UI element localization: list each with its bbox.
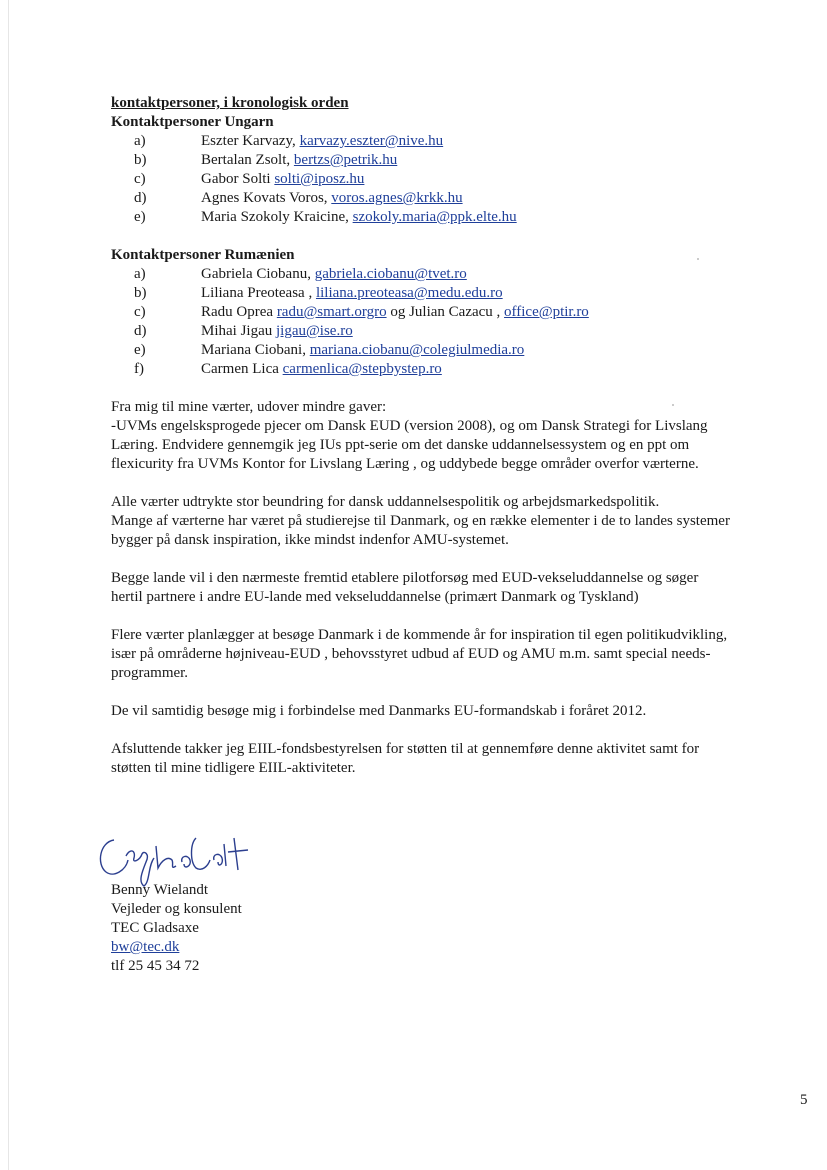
- contact-entry: [201, 189, 463, 208]
- scan-edge: [8, 0, 9, 1170]
- contact-email-link[interactable]: radu@smart.orgro: [276, 304, 387, 320]
- list-marker: c): [134, 171, 146, 187]
- list-marker: e): [134, 342, 146, 358]
- contact-email-link[interactable]: carmenlica@stepbystep.ro: [282, 361, 442, 377]
- contact-email-link[interactable]: jigau@ise.ro: [276, 323, 353, 339]
- paragraph-line: især på områderne højniveau-EUD , behovsstyret udbud af EUD og AMU m.m. samt special needs-: [111, 646, 711, 662]
- letter-paragraph: [111, 740, 811, 778]
- paragraph-line: Fra mig til mine værter, udover mindre gaver:: [111, 399, 387, 415]
- signer-email-link[interactable]: bw@tec.dk: [111, 939, 180, 955]
- contact-name: Eszter Karvazy,: [201, 133, 300, 149]
- contact-email-link[interactable]: szokoly.maria@ppk.elte.hu: [352, 209, 517, 225]
- paragraph-line: -UVMs engelsksprogede pjecer om Dansk EUD (version 2008), og om Dansk Strategi for Livslang: [111, 418, 708, 434]
- contact-email-link[interactable]: bertzs@petrik.hu: [293, 152, 398, 168]
- contact-item: [111, 303, 811, 322]
- signer-organisation: TEC Gladsaxe: [111, 920, 199, 936]
- list-marker: e): [134, 209, 146, 225]
- letter-paragraph: [111, 626, 811, 683]
- list-marker: a): [134, 266, 146, 282]
- list-marker: d): [134, 323, 147, 339]
- list-marker: a): [134, 133, 146, 149]
- contact-item: [111, 189, 811, 208]
- paragraph-line: Afsluttende takker jeg EIIL-fondsbestyrelsen for støtten til at gennemføre denne aktivitet samt for: [111, 741, 700, 757]
- contact-item: [111, 208, 811, 227]
- contact-entry: [201, 151, 397, 170]
- paragraph-line: støtten til mine tidligere EIIL-aktiviteter.: [111, 760, 356, 776]
- contact-name: Gabor Solti: [201, 171, 275, 187]
- contact-name: Mariana Ciobani,: [201, 342, 310, 358]
- letter-paragraphs: [111, 398, 811, 778]
- letter-paragraph: [111, 493, 811, 550]
- letter-paragraph: [111, 569, 811, 607]
- list-marker: b): [134, 285, 147, 301]
- paragraph-line: programmer.: [111, 665, 189, 681]
- list-marker: b): [134, 152, 147, 168]
- contact-email-link[interactable]: karvazy.eszter@nive.hu: [299, 133, 444, 149]
- paragraph-line: Mange af værterne har været på studierejse til Danmark, og en række elementer i de to landes systemer: [111, 513, 730, 529]
- contact-name: Liliana Preoteasa ,: [201, 285, 316, 301]
- paragraph-line: Læring. Endvidere gennemgik jeg IUs ppt-serie om det danske uddannelsessystem og en ppt om: [111, 437, 690, 453]
- list-title: kontaktpersoner, i kronologisk orden: [111, 95, 349, 111]
- contact-entry: [201, 284, 503, 303]
- contact-entry: [201, 265, 467, 284]
- list-marker: d): [134, 190, 147, 206]
- contact-name: Radu Oprea: [201, 304, 277, 320]
- contact-name: Bertalan Zsolt,: [201, 152, 294, 168]
- contact-item: [111, 151, 811, 170]
- contact-entry: [201, 303, 589, 322]
- paragraph-line: Begge lande vil i den nærmeste fremtid etablere pilotforsøg med EUD-vekseluddannelse og søger: [111, 570, 699, 586]
- signature-block: [111, 881, 242, 976]
- contact-item: [111, 341, 811, 360]
- contact-name: Carmen Lica: [201, 361, 283, 377]
- contact-entry: [201, 341, 524, 360]
- contact-email-link[interactable]: mariana.ciobanu@colegiulmedia.ro: [309, 342, 525, 358]
- contact-name: Maria Szokoly Kraicine,: [201, 209, 353, 225]
- romania-contact-list: [111, 265, 811, 379]
- contact-name: Mihai Jigau: [201, 323, 276, 339]
- contact-email-link[interactable]: gabriela.ciobanu@tvet.ro: [314, 266, 467, 282]
- letter-paragraph: [111, 702, 811, 721]
- contact-item: [111, 170, 811, 189]
- paragraph-line: flexicurity fra UVMs Kontor for Livslang Læring , og uddybede begge områder overfor værterne.: [111, 456, 699, 472]
- list-marker: f): [134, 361, 144, 377]
- contact-entry: [201, 322, 353, 341]
- contact-email-link[interactable]: solti@iposz.hu: [274, 171, 365, 187]
- paragraph-line: De vil samtidig besøge mig i forbindelse med Danmarks EU-formandskab i foråret 2012.: [111, 703, 647, 719]
- handwritten-signature: [92, 820, 282, 890]
- contact-email-link[interactable]: voros.agnes@krkk.hu: [331, 190, 463, 206]
- romania-heading: Kontaktpersoner Rumænien: [111, 247, 295, 263]
- contact-entry: [201, 360, 442, 379]
- signer-name: Benny Wielandt: [111, 882, 209, 898]
- contact-item: [111, 132, 811, 151]
- paragraph-line: bygger på dansk inspiration, ikke mindst indenfor AMU-systemet.: [111, 532, 509, 548]
- paragraph-line: Flere værter planlægger at besøge Danmark i de kommende år for inspiration til egen politikudvikling,: [111, 627, 728, 643]
- contact-item: [111, 284, 811, 303]
- contact-name: Gabriela Ciobanu,: [201, 266, 315, 282]
- contact-email-link[interactable]: liliana.preoteasa@medu.edu.ro: [315, 285, 503, 301]
- contact-name: og Julian Cazacu ,: [386, 304, 505, 320]
- letter-body: [111, 94, 811, 778]
- contact-email-link[interactable]: office@ptir.ro: [504, 304, 589, 320]
- signer-role: Vejleder og konsulent: [111, 901, 242, 917]
- contact-entry: [201, 208, 517, 227]
- page-number: 5: [800, 1092, 808, 1108]
- contact-name: Agnes Kovats Voros,: [201, 190, 332, 206]
- hungary-heading: Kontaktpersoner Ungarn: [111, 114, 274, 130]
- signer-phone: tlf 25 45 34 72: [111, 958, 200, 974]
- letter-paragraph: [111, 398, 811, 474]
- hungary-contact-list: [111, 132, 811, 227]
- contact-item: [111, 265, 811, 284]
- contact-entry: [201, 170, 364, 189]
- contact-item: [111, 322, 811, 341]
- paragraph-line: Alle værter udtrykte stor beundring for dansk uddannelsespolitik og arbejdsmarkedspolitik.: [111, 494, 660, 510]
- paragraph-line: hertil partnere i andre EU-lande med vekseluddannelse (primært Danmark og Tyskland): [111, 589, 639, 605]
- contact-item: [111, 360, 811, 379]
- list-marker: c): [134, 304, 146, 320]
- contact-entry: [201, 132, 443, 151]
